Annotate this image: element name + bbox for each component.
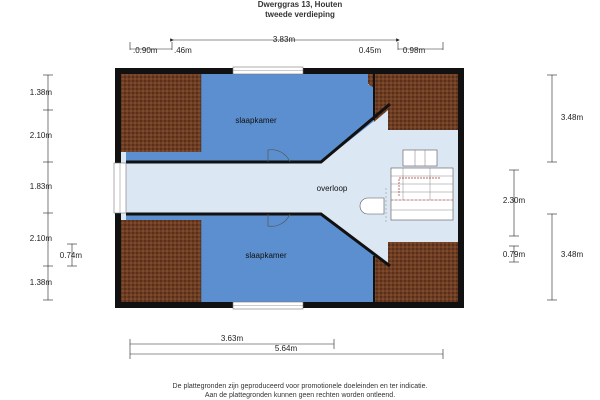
dim-top-left-small: .46m [174, 46, 192, 55]
disclaimer-line-2: Aan de plattegronden kunnen geen rechten worden ontleend. [204, 392, 396, 399]
dim-right-4: 3.48m [560, 250, 584, 259]
dim-top-width: 3.83m [272, 35, 296, 44]
dim-right-1: 3.48m [560, 113, 584, 122]
washbasin [360, 198, 384, 214]
disclaimer-line-1: De plattegronden zijn geproduceerd voor promotionele doeleinden en ter indicatie. [172, 383, 428, 390]
bottom-bedroom-roof-left [126, 220, 201, 302]
staircase [391, 168, 453, 220]
dim-right-3: 0.79m [502, 250, 526, 259]
dim-left-4: 2.10m [29, 234, 52, 243]
dim-top-right-a: 0.45m [358, 46, 382, 55]
floor-title: tweede verdieping [265, 10, 335, 19]
dim-right-2: 2.30m [502, 196, 526, 205]
top-bedroom-roof-left [126, 74, 201, 152]
room-label-bottom: slaapkamer [245, 251, 287, 260]
roof-slope-bottom-right [388, 242, 458, 302]
right-dimensions [509, 75, 557, 300]
room-label-top: slaapkamer [235, 116, 277, 125]
roof-slope-top-right [388, 74, 458, 130]
dim-left-5: 1.38m [29, 278, 52, 287]
cabinet [403, 150, 437, 166]
dim-bottom-2: 5.64m [274, 344, 298, 353]
dim-left-2: 2.10m [29, 131, 52, 140]
dim-top-right-b: 0.98m [402, 46, 426, 55]
dim-left-3: 1.83m [29, 182, 52, 191]
dim-bottom-1: 3.63m [220, 334, 244, 343]
room-label-middle: overloop [316, 184, 348, 193]
address-title: Dwerggras 13, Houten [257, 0, 343, 9]
dim-top-left: .0.90m [133, 46, 158, 55]
dim-left-1: 1.38m [29, 88, 52, 97]
dim-left-4b: 0.74m [59, 251, 82, 260]
